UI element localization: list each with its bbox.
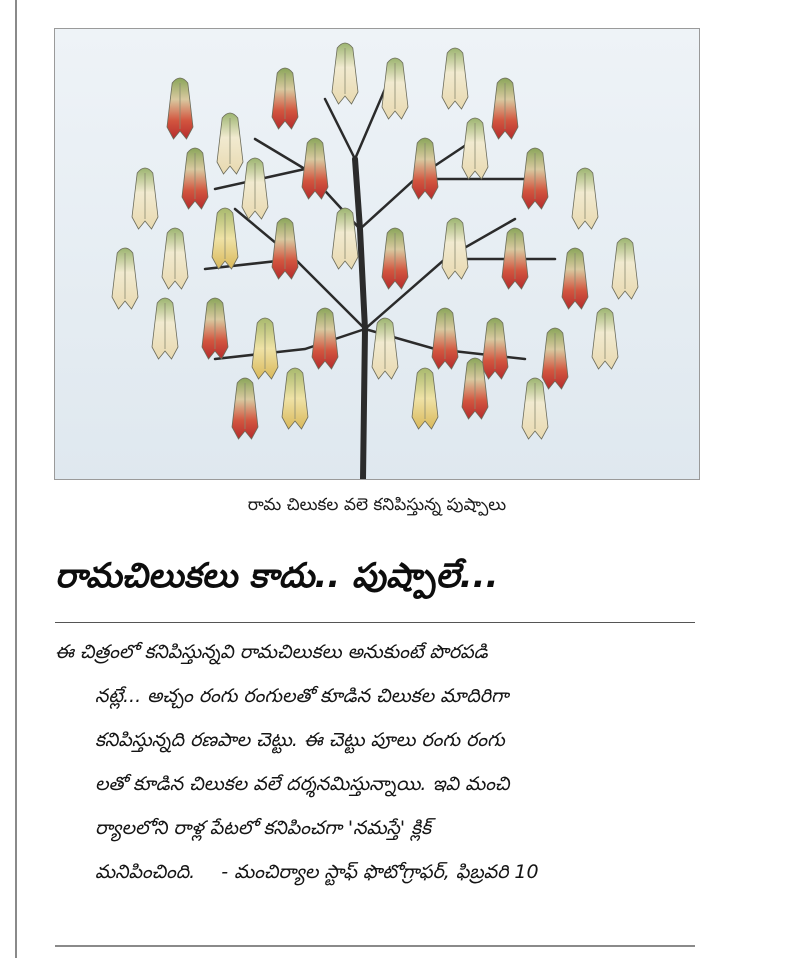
photographer-credit: - మంచిర్యాల స్టాఫ్ ఫొటోగ్రాఫర్, ఫిబ్రవరి 10 xyxy=(221,861,539,883)
footer-divider xyxy=(55,945,695,947)
article-headline: రామచిలుకలు కాదు.. పుష్పాలే... xyxy=(55,556,499,596)
photo-caption: రామ చిలుకల వలె కనిపిస్తున్న పుష్పాలు xyxy=(247,495,507,515)
body-line: నట్లే... అచ్చం రంగు రంగులతో కూడిన చిలుకల మాదిరిగా xyxy=(95,685,509,707)
body-line: ఈ చిత్రంలో కనిపిస్తున్నవి రామచిలుకలు అనుకుంటే పొరపడి xyxy=(55,641,488,663)
body-line: ర్యాలలోని రాళ్ల పేటలో కనిపించగా 'నమస్తే' క్లిక్ xyxy=(95,817,431,839)
headline-divider xyxy=(55,622,695,623)
body-line: కనిపిస్తున్నది రణపాల చెట్టు. ఈ చెట్టు పూలు రంగు రంగు xyxy=(95,729,505,751)
article-body xyxy=(55,630,705,894)
body-line-end: మనిపించింది. xyxy=(95,861,196,883)
body-last-line xyxy=(55,850,705,894)
column-left-rule xyxy=(15,0,17,958)
news-photo xyxy=(54,28,700,480)
bryophyllum-flowers-icon xyxy=(55,29,699,479)
photo-sky xyxy=(55,29,699,479)
body-line: లతో కూడిన చిలుకల వలే దర్శనమిస్తున్నాయి. ఇవి మంచి xyxy=(95,773,510,795)
